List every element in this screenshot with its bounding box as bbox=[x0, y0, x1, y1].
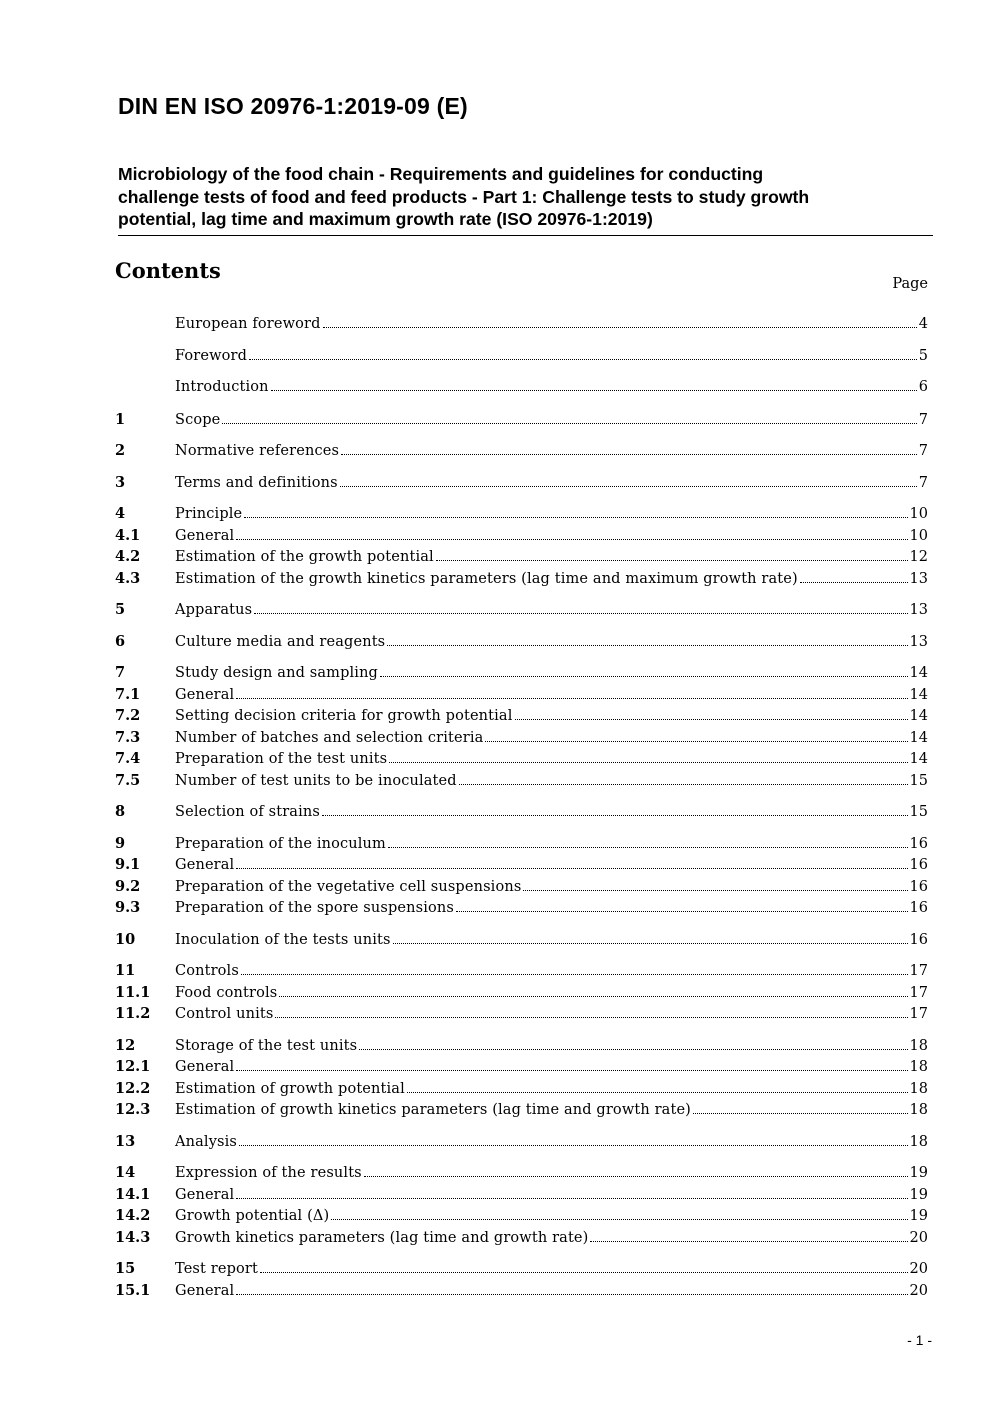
toc-entry-page: 13 bbox=[909, 570, 928, 587]
toc-dot-leader bbox=[693, 1113, 908, 1114]
toc-entry-number: 9 bbox=[115, 834, 126, 852]
toc-entry-page: 5 bbox=[918, 347, 928, 364]
toc-entry[interactable] bbox=[115, 878, 928, 900]
toc-entry-title: Storage of the test units bbox=[175, 1037, 358, 1054]
toc-entry-number: 11 bbox=[115, 962, 136, 979]
toc-entry[interactable] bbox=[115, 1058, 928, 1080]
toc-entry-page: 19 bbox=[909, 1208, 928, 1224]
toc-dot-leader bbox=[241, 974, 908, 975]
toc-entry-page: 14 bbox=[909, 751, 928, 767]
toc-entry-number: 6 bbox=[115, 632, 126, 650]
toc-entry[interactable] bbox=[115, 803, 928, 825]
toc-entry-title: Number of batches and selection criteria bbox=[175, 729, 484, 746]
toc-dot-leader bbox=[279, 996, 907, 997]
toc-entry-page: 18 bbox=[909, 1133, 928, 1150]
toc-dot-leader bbox=[800, 582, 908, 583]
toc-dot-leader bbox=[459, 784, 908, 785]
toc-entry[interactable] bbox=[115, 548, 928, 570]
toc-entry-title: Setting decision criteria for growth potential bbox=[175, 708, 513, 724]
toc-entry[interactable] bbox=[115, 379, 928, 401]
toc-entry-number: 11.2 bbox=[115, 1005, 151, 1022]
toc-entry-number: 7.1 bbox=[115, 685, 141, 703]
toc-entry-page: 16 bbox=[909, 931, 928, 948]
toc-entry-number: 13 bbox=[115, 1132, 136, 1150]
toc-dot-leader bbox=[254, 613, 907, 614]
toc-entry-page: 19 bbox=[909, 1186, 928, 1203]
toc-dot-leader bbox=[387, 645, 907, 646]
toc-entry[interactable] bbox=[115, 835, 928, 857]
toc-dot-leader bbox=[236, 1070, 907, 1071]
toc-entry[interactable] bbox=[115, 633, 928, 655]
toc-entry-page: 7 bbox=[918, 411, 928, 428]
toc-entry[interactable] bbox=[115, 729, 928, 751]
toc-entry[interactable] bbox=[115, 1186, 928, 1208]
toc-entry[interactable] bbox=[115, 411, 928, 433]
subtitle-line: challenge tests of food and feed products - Part 1: Challenge tests to study growth bbox=[118, 186, 810, 207]
toc-entry-number: 7.5 bbox=[115, 771, 141, 789]
toc-entry-number: 2 bbox=[115, 442, 126, 459]
toc-dot-leader bbox=[388, 847, 908, 848]
toc-entry-number: 12.3 bbox=[115, 1101, 151, 1118]
toc-entry-title: General bbox=[175, 1186, 235, 1203]
toc-entry-page: 18 bbox=[909, 1037, 928, 1054]
toc-entry-title: Apparatus bbox=[175, 602, 253, 618]
toc-entry-title: Estimation of the growth potential bbox=[175, 549, 434, 565]
toc-entry-number: 14 bbox=[115, 1164, 136, 1181]
table-of-contents bbox=[115, 316, 928, 1303]
toc-dot-leader bbox=[380, 676, 908, 677]
toc-entry-page: 15 bbox=[909, 804, 928, 820]
document-id: DIN EN ISO 20976-1:2019-09 (E) bbox=[118, 93, 468, 119]
toc-dot-leader bbox=[260, 1272, 908, 1273]
toc-entry-title: General bbox=[175, 686, 235, 703]
toc-entry-number: 7.2 bbox=[115, 707, 141, 724]
toc-entry-title: Preparation of the inoculum bbox=[175, 835, 386, 852]
toc-entry-number: 3 bbox=[115, 473, 126, 491]
toc-entry-title: Estimation of the growth kinetics parameters (lag time and maximum growth rate) bbox=[175, 570, 798, 587]
toc-entry[interactable] bbox=[115, 1037, 928, 1059]
toc-entry-page: 18 bbox=[909, 1080, 928, 1097]
toc-entry-page: 17 bbox=[909, 984, 928, 1001]
toc-entry[interactable] bbox=[115, 664, 928, 686]
toc-dot-leader bbox=[239, 1145, 908, 1146]
toc-entry[interactable] bbox=[115, 442, 928, 464]
toc-entry-page: 18 bbox=[909, 1102, 928, 1118]
subtitle-line: potential, lag time and maximum growth rate (ISO 20976-1:2019) bbox=[118, 209, 653, 229]
toc-dot-leader bbox=[456, 911, 908, 912]
toc-dot-leader bbox=[249, 359, 917, 360]
toc-entry-number: 15 bbox=[115, 1260, 136, 1277]
toc-entry-number: 12 bbox=[115, 1036, 136, 1054]
toc-dot-leader bbox=[322, 815, 908, 816]
toc-entry-page: 10 bbox=[909, 527, 928, 544]
toc-dot-leader bbox=[485, 741, 907, 742]
toc-dot-leader bbox=[359, 1049, 907, 1050]
toc-entry[interactable] bbox=[115, 1164, 928, 1186]
toc-dot-leader bbox=[393, 943, 908, 944]
toc-entry[interactable] bbox=[115, 527, 928, 549]
toc-entry-number: 9.1 bbox=[115, 856, 141, 873]
toc-entry-number: 15.1 bbox=[115, 1281, 151, 1299]
toc-entry-page: 19 bbox=[909, 1165, 928, 1181]
toc-entry[interactable] bbox=[115, 1229, 928, 1251]
toc-entry[interactable] bbox=[115, 899, 928, 921]
toc-entry-number: 14.1 bbox=[115, 1185, 151, 1203]
toc-entry[interactable] bbox=[115, 570, 928, 592]
toc-entry-page: 16 bbox=[909, 878, 928, 895]
toc-dot-leader bbox=[590, 1241, 907, 1242]
toc-dot-leader bbox=[236, 1294, 907, 1295]
toc-entry-title: Analysis bbox=[175, 1133, 238, 1150]
toc-entry-page: 7 bbox=[918, 443, 928, 459]
toc-entry-page: 7 bbox=[918, 474, 928, 491]
toc-dot-leader bbox=[389, 762, 907, 763]
toc-entry-page: 20 bbox=[909, 1261, 928, 1277]
toc-dot-leader bbox=[271, 390, 917, 391]
toc-entry[interactable] bbox=[115, 474, 928, 496]
toc-entry-title: Foreword bbox=[175, 347, 248, 364]
toc-entry[interactable] bbox=[115, 1101, 928, 1123]
toc-dot-leader bbox=[323, 327, 917, 328]
toc-entry-title: Terms and definitions bbox=[175, 474, 338, 491]
toc-entry[interactable] bbox=[115, 348, 928, 370]
toc-entry-number: 7 bbox=[115, 664, 126, 681]
toc-dot-leader bbox=[407, 1092, 908, 1093]
toc-entry-page: 4 bbox=[918, 316, 928, 332]
toc-entry[interactable] bbox=[115, 316, 928, 338]
toc-entry-title: Preparation of the spore suspensions bbox=[175, 900, 454, 916]
toc-entry-title: Estimation of growth potential bbox=[175, 1080, 405, 1097]
toc-entry-number: 12.1 bbox=[115, 1058, 151, 1075]
page-number: - 1 - bbox=[907, 1332, 932, 1348]
toc-entry-page: 16 bbox=[909, 835, 928, 852]
toc-dot-leader bbox=[364, 1176, 908, 1177]
toc-entry[interactable] bbox=[115, 962, 928, 984]
toc-entry[interactable] bbox=[115, 686, 928, 708]
toc-entry-title: Scope bbox=[175, 411, 221, 428]
contents-heading: Contents bbox=[115, 258, 221, 283]
toc-entry-page: 17 bbox=[909, 1006, 928, 1022]
toc-entry-page: 14 bbox=[909, 708, 928, 724]
toc-entry[interactable] bbox=[115, 772, 928, 794]
toc-entry-title: General bbox=[175, 527, 235, 544]
toc-entry-title: Number of test units to be inoculated bbox=[175, 772, 457, 789]
toc-entry-number: 4.2 bbox=[115, 548, 141, 565]
toc-entry-title: General bbox=[175, 1059, 235, 1075]
toc-entry-number: 12.2 bbox=[115, 1079, 151, 1097]
toc-entry[interactable] bbox=[115, 1260, 928, 1282]
toc-entry[interactable] bbox=[115, 601, 928, 623]
page-column-label: Page bbox=[892, 276, 928, 292]
toc-entry-title: Controls bbox=[175, 963, 239, 979]
toc-dot-leader bbox=[236, 698, 907, 699]
toc-entry-page: 16 bbox=[909, 857, 928, 873]
toc-entry-number: 14.3 bbox=[115, 1228, 151, 1246]
toc-entry-page: 14 bbox=[909, 729, 928, 746]
toc-dot-leader bbox=[236, 539, 907, 540]
toc-entry-page: 10 bbox=[909, 506, 928, 522]
toc-dot-leader bbox=[340, 486, 917, 487]
toc-entry[interactable] bbox=[115, 1005, 928, 1027]
toc-entry-title: Study design and sampling bbox=[175, 665, 378, 681]
toc-entry[interactable] bbox=[115, 505, 928, 527]
toc-entry-title: Normative references bbox=[175, 443, 340, 459]
toc-entry-number: 4.1 bbox=[115, 526, 141, 544]
document-subtitle bbox=[118, 163, 933, 236]
toc-entry-title: Principle bbox=[175, 506, 243, 522]
toc-entry-title: Expression of the results bbox=[175, 1165, 362, 1181]
toc-dot-leader bbox=[275, 1017, 907, 1018]
toc-entry-number: 10 bbox=[115, 930, 136, 948]
toc-entry-page: 20 bbox=[909, 1282, 928, 1299]
toc-entry-number: 1 bbox=[115, 410, 126, 428]
toc-entry-page: 13 bbox=[909, 602, 928, 618]
toc-entry[interactable] bbox=[115, 856, 928, 878]
toc-entry-number: 5 bbox=[115, 601, 126, 618]
toc-entry-number: 7.3 bbox=[115, 728, 141, 746]
toc-entry-page: 16 bbox=[909, 900, 928, 916]
toc-entry[interactable] bbox=[115, 707, 928, 729]
toc-entry-title: Culture media and reagents bbox=[175, 633, 386, 650]
toc-dot-leader bbox=[331, 1219, 907, 1220]
toc-entry-number: 7.4 bbox=[115, 750, 141, 767]
toc-entry-title: Food controls bbox=[175, 984, 278, 1001]
toc-entry[interactable] bbox=[115, 1207, 928, 1229]
toc-entry-page: 15 bbox=[909, 772, 928, 789]
toc-entry-page: 20 bbox=[909, 1229, 928, 1246]
toc-entry-number: 4.3 bbox=[115, 569, 141, 587]
toc-entry-number: 14.2 bbox=[115, 1207, 151, 1224]
toc-entry[interactable] bbox=[115, 931, 928, 953]
toc-entry[interactable] bbox=[115, 1133, 928, 1155]
toc-entry-title: Growth potential (Δ) bbox=[175, 1208, 330, 1224]
toc-entry-title: General bbox=[175, 857, 235, 873]
toc-dot-leader bbox=[244, 517, 907, 518]
toc-entry-title: Control units bbox=[175, 1006, 274, 1022]
toc-dot-leader bbox=[236, 868, 907, 869]
toc-entry-page: 17 bbox=[909, 963, 928, 979]
toc-entry-page: 14 bbox=[909, 686, 928, 703]
subtitle-line: Microbiology of the food chain - Requirements and guidelines for conducting bbox=[118, 164, 764, 184]
toc-dot-leader bbox=[341, 454, 917, 455]
toc-entry[interactable] bbox=[115, 750, 928, 772]
toc-entry-title: European foreword bbox=[175, 316, 321, 332]
toc-entry-title: Preparation of the vegetative cell suspensions bbox=[175, 878, 522, 895]
toc-entry-page: 13 bbox=[909, 633, 928, 650]
toc-dot-leader bbox=[222, 423, 916, 424]
toc-entry-page: 6 bbox=[918, 379, 928, 395]
toc-entry-title: Test report bbox=[175, 1261, 258, 1277]
toc-entry-title: Selection of strains bbox=[175, 804, 320, 820]
toc-entry-title: Introduction bbox=[175, 379, 269, 395]
toc-dot-leader bbox=[436, 560, 908, 561]
toc-entry-page: 12 bbox=[909, 549, 928, 565]
toc-entry-number: 9.2 bbox=[115, 877, 141, 895]
toc-entry[interactable] bbox=[115, 984, 928, 1006]
toc-entry-title: General bbox=[175, 1282, 235, 1299]
toc-entry[interactable] bbox=[115, 1080, 928, 1102]
toc-entry-title: Estimation of growth kinetics parameters (lag time and growth rate) bbox=[175, 1102, 691, 1118]
toc-entry-page: 14 bbox=[909, 665, 928, 681]
toc-entry-number: 4 bbox=[115, 505, 126, 522]
toc-dot-leader bbox=[523, 890, 907, 891]
toc-entry-number: 9.3 bbox=[115, 899, 141, 916]
toc-entry-title: Growth kinetics parameters (lag time and growth rate) bbox=[175, 1229, 589, 1246]
toc-entry-number: 11.1 bbox=[115, 983, 151, 1001]
toc-entry[interactable] bbox=[115, 1282, 928, 1304]
toc-entry-number: 8 bbox=[115, 803, 126, 820]
toc-entry-page: 18 bbox=[909, 1059, 928, 1075]
toc-dot-leader bbox=[515, 719, 908, 720]
toc-entry-title: Inoculation of the tests units bbox=[175, 931, 391, 948]
toc-dot-leader bbox=[236, 1198, 907, 1199]
toc-entry-title: Preparation of the test units bbox=[175, 751, 388, 767]
